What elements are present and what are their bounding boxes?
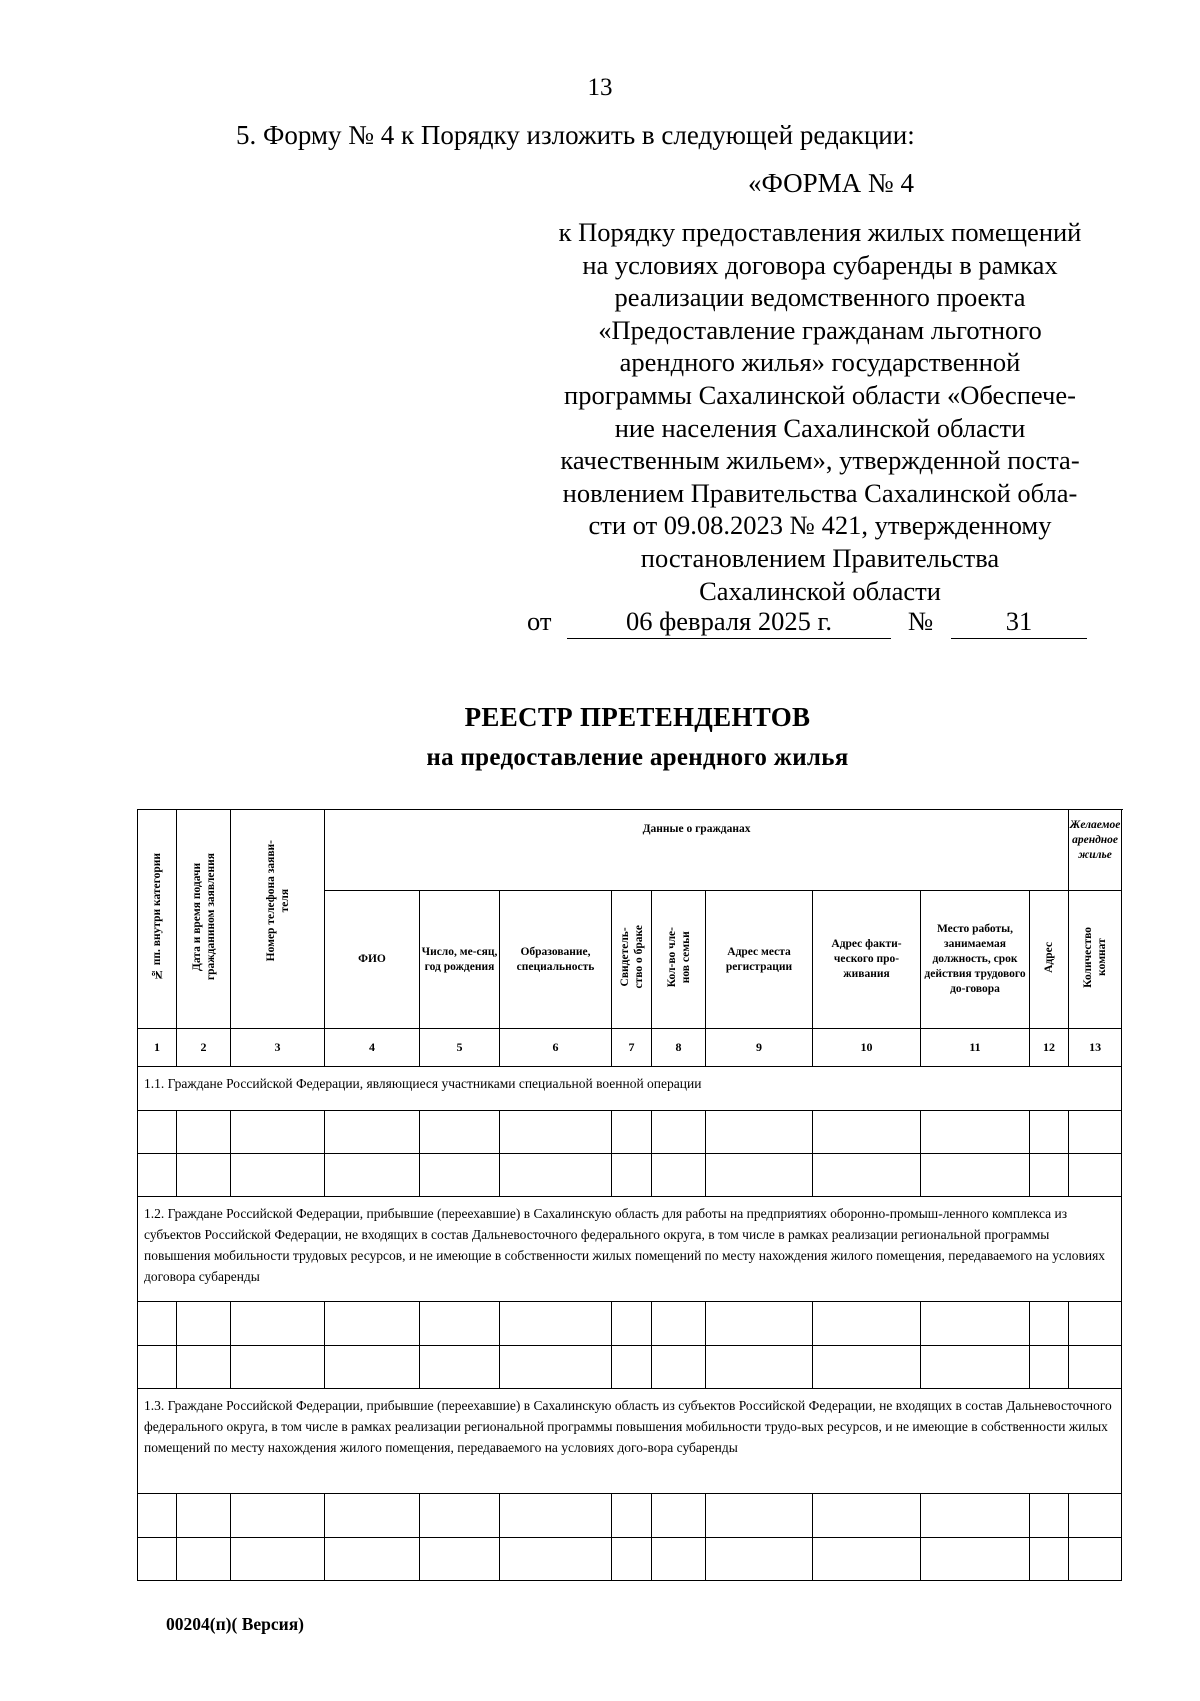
registry-subtitle: на предоставление арендного жилья	[426, 744, 849, 771]
decree-date: 06 февраля 2025 г.	[567, 606, 891, 639]
forma-line: на условиях договора субаренды в рамках	[582, 249, 1058, 280]
header-registration-address: Адрес места регистрации	[706, 891, 813, 1029]
forma-line: к Порядку предоставления жилых помещений	[558, 217, 1082, 247]
table-row	[138, 1346, 1122, 1389]
column-number: 10	[813, 1029, 921, 1067]
header-birth-date: Число, ме-сяц, год рождения	[420, 891, 500, 1029]
header-group-housing: Желаемое арендное жилье	[1069, 810, 1122, 891]
forma-line: новлением Правительства Сахалинской обла-	[562, 477, 1078, 508]
header-col-submission-date: Дата и время подачи гражданином заявления	[177, 810, 231, 1029]
column-number: 11	[921, 1029, 1030, 1067]
header-work-place: Место работы, занимаемая должность, срок действия трудового до-говора	[921, 891, 1030, 1029]
header-group-citizens: Данные о гражданах	[325, 810, 1069, 891]
column-number: 3	[231, 1029, 325, 1067]
table-row	[138, 1302, 1122, 1346]
header-family-members: Кол-во чле- нов семьи	[652, 891, 706, 1029]
header-col-phone: Номер телефона заяви- теля	[231, 810, 325, 1029]
forma-line: арендного жилья» государственной	[619, 347, 1021, 378]
forma-title: «ФОРМА № 4	[748, 168, 914, 198]
column-number: 1	[138, 1029, 177, 1067]
column-number: 13	[1069, 1029, 1122, 1067]
footer-document-code: 00204(п)( Версия)	[166, 1614, 305, 1634]
forma-line: реализации ведомственного проекта	[614, 282, 1026, 313]
section-row-1-2: 1.2. Граждане Российской Федерации, прибывшие (переехавшие) в Сахалинскую область для работы на предприятиях оборонно-промыш-ленного комплекса из субъектов Российской Федерации, не входящих в состав Дальневосточного федерального округа, в том числе в рамках реализации региональной программы повышения мобильности трудовых ресурсов, и не имеющие в собственности жилых помещений по месту нахождения жилого помещения, передаваемого на условиях договора субаренды	[138, 1197, 1122, 1302]
column-number: 2	[177, 1029, 231, 1067]
registry-table	[137, 809, 1122, 1581]
table-row	[138, 1154, 1122, 1197]
decree-number: 31	[951, 606, 1087, 639]
column-number: 9	[706, 1029, 813, 1067]
forma-line: качественным жильем», утвержденной поста-	[560, 445, 1080, 476]
column-number: 6	[500, 1029, 612, 1067]
column-number: 4	[325, 1029, 420, 1067]
forma-line: Сахалинской области	[699, 575, 941, 606]
table-row	[138, 1111, 1122, 1154]
header-fio: ФИО	[325, 891, 420, 1029]
column-number: 8	[652, 1029, 706, 1067]
forma-line: ние населения Сахалинской области	[614, 412, 1026, 443]
forma-line: программы Сахалинской области «Обеспече-	[564, 379, 1076, 410]
section-row-1-3: 1.3. Граждане Российской Федерации, прибывшие (переехавшие) в Сахалинскую область из субъектов Российской Федерации, не входящих в состав Дальневосточного федерального округа, в том числе в рамках реализации региональной программы повышения мобильности трудо-вых ресурсов, и не имеющие в собственности жилых помещений по месту нахождения жилого помещения, передаваемого на условиях дого-вора субаренды	[138, 1389, 1122, 1494]
registry-title: РЕЕСТР ПРЕТЕНДЕНТОВ	[464, 702, 811, 732]
forma-reference-block	[520, 216, 1120, 607]
header-col-index: № пп. внутри категории	[138, 810, 177, 1029]
page-number: 13	[587, 74, 613, 101]
number-prefix: №	[908, 606, 934, 636]
table-row	[138, 1494, 1122, 1538]
column-number: 12	[1030, 1029, 1069, 1067]
forma-line: сти от 09.08.2023 № 421, утвержденному	[588, 510, 1052, 541]
header-rooms-count: Количество комнат	[1069, 891, 1122, 1029]
header-education: Образование, специальность	[500, 891, 612, 1029]
header-actual-address: Адрес факти-ческого про-живания	[813, 891, 921, 1029]
column-number: 7	[612, 1029, 652, 1067]
date-prefix: от	[527, 606, 552, 636]
section-row-1-1: 1.1. Граждане Российской Федерации, являющиеся участниками специальной военной операции	[138, 1067, 1122, 1111]
date-number-line	[527, 606, 1087, 642]
column-number: 5	[420, 1029, 500, 1067]
header-marriage-certificate: Свидетель- ство о браке	[612, 891, 652, 1029]
table-row	[138, 1538, 1122, 1581]
header-housing-address: Адрес	[1030, 891, 1069, 1029]
forma-line: «Предоставление гражданам льготного	[598, 314, 1042, 345]
forma-line: постановлением Правительства	[640, 542, 1000, 573]
intro-paragraph: 5. Форму № 4 к Порядку изложить в следующей редакции:	[236, 120, 915, 150]
